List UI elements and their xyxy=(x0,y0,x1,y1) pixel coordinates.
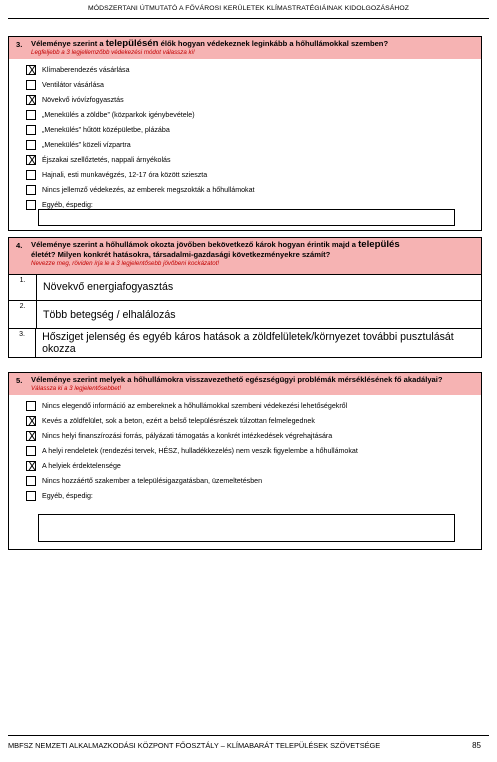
running-footer: MBFSZ NEMZETI ALKALMAZKODÁSI KÖZPONT FŐOSZTÁLY – KLÍMABARÁT TELEPÜLÉSEK SZÖVETSÉGE xyxy=(8,741,381,750)
question-5-other-input[interactable] xyxy=(38,514,455,542)
option-label: Ventilátor vásárlása xyxy=(42,80,104,89)
option-row xyxy=(26,473,481,488)
option-row xyxy=(26,488,481,503)
question-4-box xyxy=(8,237,482,275)
question-3-header xyxy=(9,37,481,59)
option-row xyxy=(26,398,481,413)
option-label: Klímaberendezés vásárlása xyxy=(42,65,130,74)
option-label: Egyéb, éspedig: xyxy=(42,200,93,209)
answer-text-field[interactable]: Több betegség / elhalálozás xyxy=(43,309,176,321)
option-label: A helyiek érdektelensége xyxy=(42,461,121,470)
question-3-number: 3. xyxy=(16,40,23,49)
answer-text-field[interactable]: Növekvő energiafogyasztás xyxy=(43,281,174,293)
option-row xyxy=(26,182,481,197)
header-divider xyxy=(8,18,489,19)
option-row xyxy=(26,428,481,443)
option-checkbox[interactable] xyxy=(26,80,36,90)
page-number: 85 xyxy=(472,741,481,750)
option-row xyxy=(26,107,481,122)
option-label: „Menekülés” hűtött középületbe, plázába xyxy=(42,125,170,134)
option-label: Nincs elegendő információ az embereknek a hőhullámokkal szembeni védekezési lehetőségekről xyxy=(42,401,348,410)
question-5-hint: Válassza ki a 3 legjelentősebbet! xyxy=(31,385,122,392)
option-checkbox[interactable] xyxy=(26,95,36,105)
option-row xyxy=(26,122,481,137)
option-checkbox[interactable] xyxy=(26,170,36,180)
answer-row-3 xyxy=(8,329,482,358)
option-label: Éjszakai szellőztetés, nappali árnyékolás xyxy=(42,155,171,164)
footer-divider xyxy=(8,735,489,736)
option-checkbox[interactable] xyxy=(26,65,36,75)
question-5-header xyxy=(9,373,481,395)
option-label: „Menekülés” közeli vízpartra xyxy=(42,140,131,149)
option-checkbox[interactable] xyxy=(26,431,36,441)
answer-number: 3. xyxy=(9,329,36,357)
question-3-other-input[interactable] xyxy=(38,209,455,226)
question-3-options xyxy=(9,59,481,212)
question-4-number: 4. xyxy=(16,241,23,250)
question-3-title: Véleménye szerint a településén élők hogyan védekeznek leginkább a hőhullámokkal szemben? xyxy=(31,38,389,49)
option-checkbox[interactable] xyxy=(26,140,36,150)
option-checkbox[interactable] xyxy=(26,185,36,195)
option-row xyxy=(26,77,481,92)
answer-number: 2. xyxy=(9,301,37,328)
option-label: Nincs helyi finanszírozási forrás, pályázati támogatás a konkrét intézkedések végrehajtására xyxy=(42,431,333,440)
option-checkbox[interactable] xyxy=(26,401,36,411)
option-checkbox[interactable] xyxy=(26,446,36,456)
question-5-options xyxy=(9,395,481,503)
question-5-box xyxy=(8,372,482,550)
answer-row-2 xyxy=(8,301,482,329)
option-checkbox[interactable] xyxy=(26,110,36,120)
question-5-title: Véleménye szerint melyek a hőhullámokra visszavezethető egészségügyi problémák mérséklésének fő akadályai? xyxy=(31,375,443,384)
question-4-hint: Nevezze meg, röviden írja le a 3 legjelentősebb jövőbeni kockázatot! xyxy=(31,260,220,267)
option-label: Nincs jellemző védekezés, az emberek megszokták a hőhullámokat xyxy=(42,185,255,194)
running-header: MÓDSZERTANI ÚTMUTATÓ A FŐVÁROSI KERÜLETEK KLÍMASTRATÉGIÁINAK KIDOLGOZÁSÁHOZ xyxy=(87,5,410,12)
option-row xyxy=(26,152,481,167)
option-checkbox[interactable] xyxy=(26,200,36,210)
option-label: Egyéb, éspedig: xyxy=(42,491,93,500)
question-3-box xyxy=(8,36,482,231)
option-label: A helyi rendeletek (rendezési tervek, HÉSZ, hulladékkezelés) nem veszik figyelembe a hőhullámokat xyxy=(42,446,358,455)
option-label: Növekvő ivóvízfogyasztás xyxy=(42,95,124,104)
option-row xyxy=(26,62,481,77)
option-row xyxy=(26,92,481,107)
option-row xyxy=(26,167,481,182)
option-checkbox[interactable] xyxy=(26,155,36,165)
option-label: Kevés a zöldfelület, sok a beton, ezért a belső településrészek túlzottan felmelegednek xyxy=(42,416,315,425)
option-checkbox[interactable] xyxy=(26,416,36,426)
option-checkbox[interactable] xyxy=(26,125,36,135)
option-row xyxy=(26,137,481,152)
option-label: Nincs hozzáértő szakember a településigazgatásban, üzemeltetésben xyxy=(42,476,263,485)
option-label: Hajnali, esti munkavégzés, 12-17 óra között szieszta xyxy=(42,170,208,179)
question-5-number: 5. xyxy=(16,376,23,385)
option-row xyxy=(26,443,481,458)
option-checkbox[interactable] xyxy=(26,491,36,501)
question-4-header xyxy=(9,238,481,274)
option-checkbox[interactable] xyxy=(26,476,36,486)
option-checkbox[interactable] xyxy=(26,461,36,471)
answer-number: 1. xyxy=(9,275,37,300)
option-row xyxy=(26,458,481,473)
option-label: „Menekülés a zöldbe” (közparkok igénybevétele) xyxy=(42,110,195,119)
option-row xyxy=(26,413,481,428)
question-3-hint: Legfeljebb a 3 legjellemzőbb védekezési módot válassza ki! xyxy=(31,49,195,56)
answer-text-field[interactable]: Hősziget jelenség és egyéb káros hatások a zöldfelületek/környezet további pusztulását okozza xyxy=(42,331,454,355)
question-4-title: Véleménye szerint a hőhullámok okozta jövőben bekövetkező károk hogyan érintik majd a település életét? Milyen konkrét hatásokra, társadalmi-gazdasági következményekre számít? xyxy=(31,239,400,259)
answer-row-1 xyxy=(8,275,482,301)
